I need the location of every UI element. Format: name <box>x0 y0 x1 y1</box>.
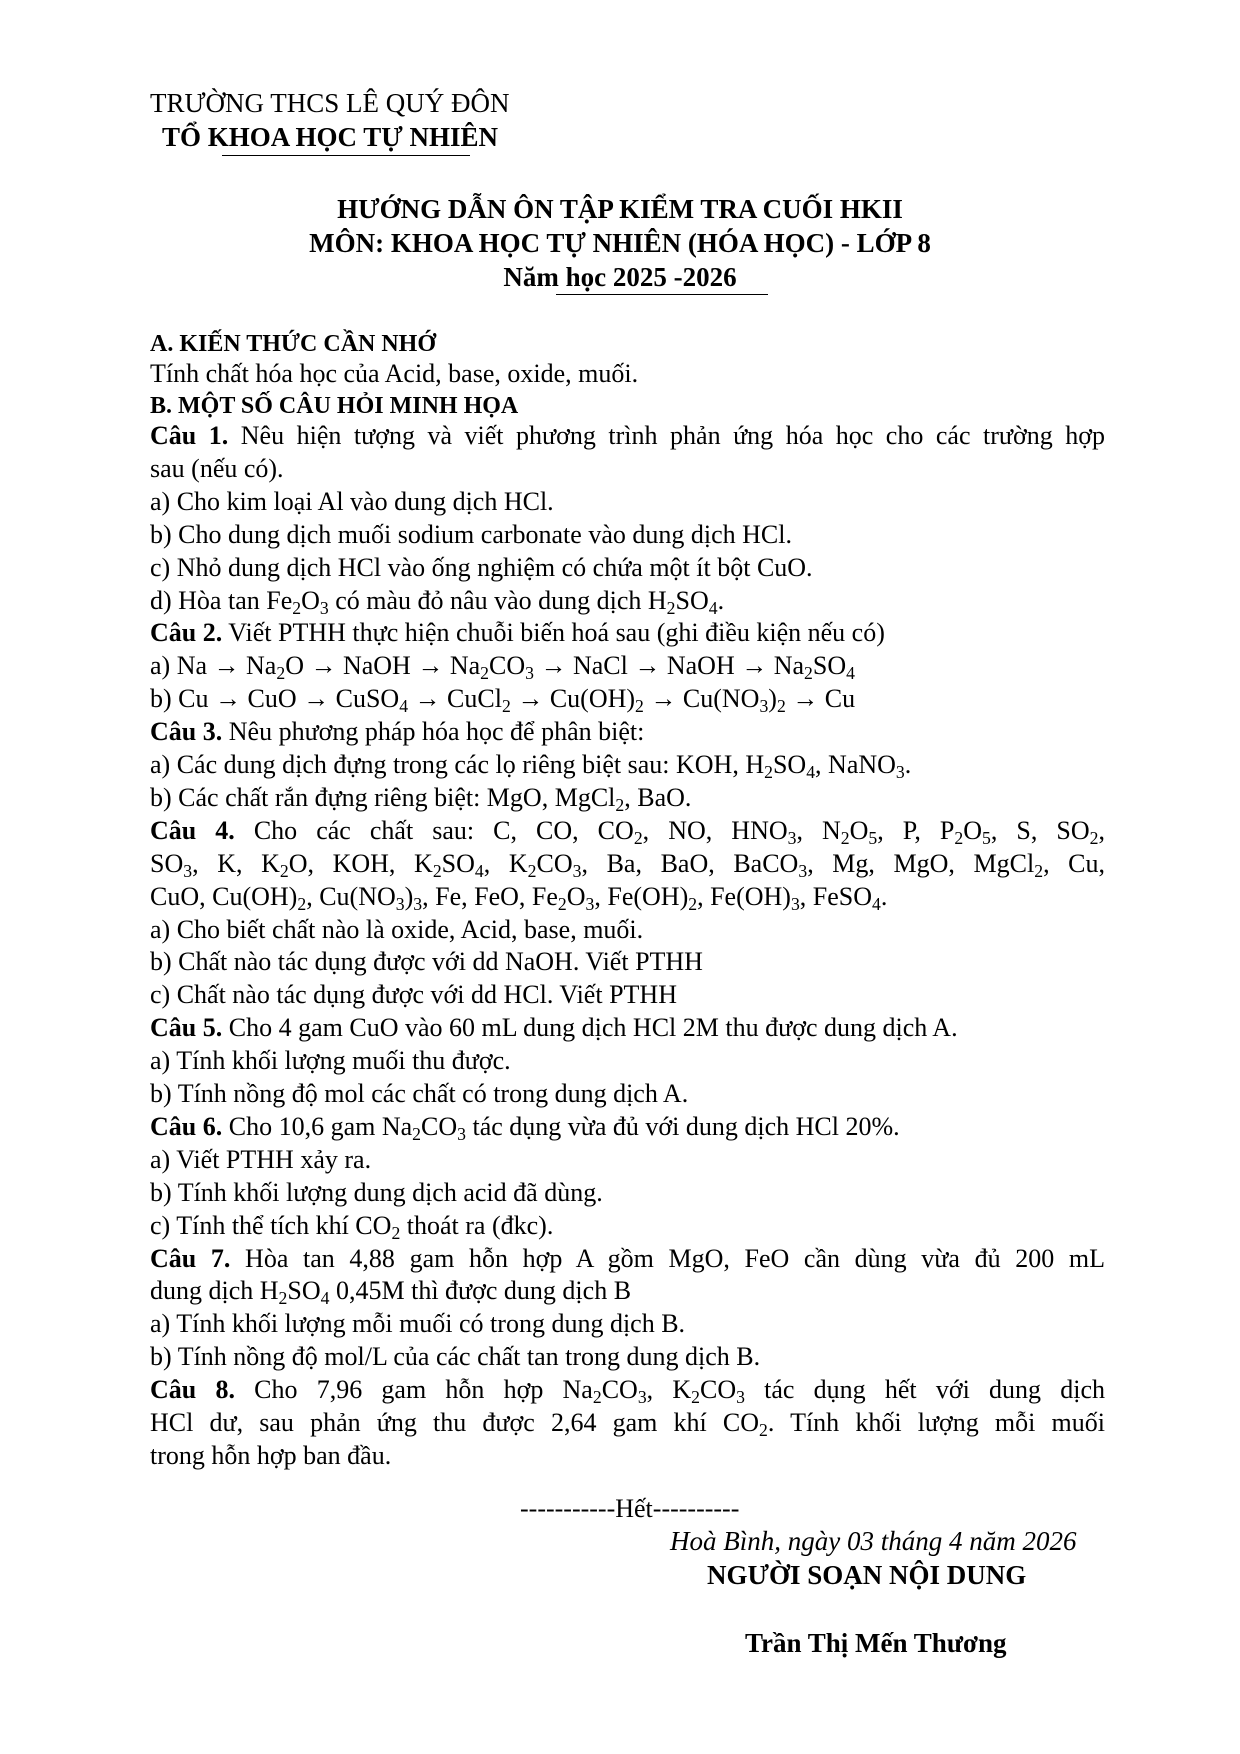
question-text-line <box>150 552 813 584</box>
question-text-line <box>150 486 554 518</box>
question-line <box>150 617 885 649</box>
question-text: b) Cu → CuO → CuSO$_4$ → CuCl$_2$ → $Cu(OH)_2 \to Cu(NO_3)_2 \to Cu$ <box>150 684 856 717</box>
question-text-line <box>150 1275 631 1307</box>
question-text-line <box>150 1144 371 1176</box>
question-text: b) Cho dung dịch muối sodium carbonate vào dung dịch HCl. <box>150 520 792 549</box>
question-text: Cho 10,6 gam $Na_2CO_3$ tác dụng vừa đủ với dung dịch HCl 20%. <box>222 1112 900 1145</box>
question-text: c) Nhỏ dung dịch HCl vào ống nghiệm có chứa một ít bột CuO. <box>150 553 813 582</box>
school-year-underline <box>556 294 768 295</box>
question-text-line <box>150 881 887 913</box>
question-line <box>150 1111 900 1143</box>
question-text: b) Các chất rắn đựng riêng biệt: MgO, MgCl$_2$, BaO. <box>150 783 692 816</box>
question-text-line <box>150 749 911 781</box>
question-text-line <box>150 1407 1105 1439</box>
end-marker: -----------Hết---------- <box>520 1494 740 1523</box>
question-text-line <box>150 1078 688 1110</box>
school-name: TRƯỜNG THCS LÊ QUÝ ĐÔN <box>150 88 510 118</box>
question-text: $SO_3$, K, $K_2O$, KOH, $K_2SO_4$, $K_2CO_3$, Ba, BaO, BaCO$_3$, Mg, MgO, MgCl$_2$, Cu, <box>150 849 1106 882</box>
department-underline <box>222 155 470 156</box>
question-text: a) Tính khối lượng muối thu được. <box>150 1046 511 1075</box>
question-text-line <box>150 1341 760 1373</box>
question-text: HCl dư, sau phản ứng thu được 2,64 gam khí $CO_2$. Tính khối lượng mỗi muối <box>150 1408 1105 1441</box>
section-b-heading: B. MỘT SỐ CÂU HỎI MINH HỌA <box>150 393 519 419</box>
question-text: sau (nếu có). <box>150 454 284 483</box>
question-text: CuO, $Cu(OH)_2$, $Cu(NO_3)_3$, Fe, FeO, $Fe_2O_3$, $Fe(OH)_2$, $Fe(OH)_3$, FeSO$_4$. <box>150 882 888 915</box>
question-text: Nêu hiện tượng và viết phương trình phản ứng hóa học cho các trường hợp <box>228 421 1105 450</box>
author-name: Trần Thị Mến Thương <box>745 1628 1007 1658</box>
question-number: Câu 8. <box>150 1375 235 1404</box>
question-line <box>150 716 644 748</box>
question-text-line <box>150 979 677 1011</box>
question-line <box>150 1243 1105 1275</box>
question-text-line <box>150 1210 553 1242</box>
section-a-content: Tính chất hóa học của Acid, base, oxide, muối. <box>150 359 639 388</box>
section-a-heading: A. KIẾN THỨC CẦN NHỚ <box>150 331 437 357</box>
school-year: Năm học 2025 -2026 <box>503 262 737 292</box>
question-text-line <box>150 1308 685 1340</box>
question-text-line <box>150 1177 603 1209</box>
question-text: a) Cho biết chất nào là oxide, Acid, base, muối. <box>150 915 644 944</box>
question-number: Câu 6. <box>150 1112 223 1141</box>
question-text: b) Tính nồng độ mol các chất có trong dung dịch A. <box>150 1079 689 1108</box>
question-text: Hòa tan 4,88 gam hỗn hợp A gồm MgO, FeO cần dùng vừa đủ 200 mL <box>230 1244 1105 1273</box>
question-text: c) Chất nào tác dụng được với dd HCl. Viết PTHH <box>150 980 677 1009</box>
question-line <box>150 420 1105 452</box>
question-number: Câu 2. <box>150 618 223 647</box>
subject-line: MÔN: KHOA HỌC TỰ NHIÊN (HÓA HỌC) - LỚP 8 <box>309 228 931 258</box>
question-number: Câu 3. <box>150 717 223 746</box>
question-number: Câu 5. <box>150 1013 223 1042</box>
question-text-line <box>150 1440 391 1472</box>
question-text-line <box>150 848 1105 880</box>
question-number: Câu 1. <box>150 421 229 450</box>
question-text: b) Chất nào tác dụng được với dd NaOH. Viết PTHH <box>150 947 703 976</box>
question-text-line <box>150 453 284 485</box>
department-name: TỔ KHOA HỌC TỰ NHIÊN <box>162 122 499 152</box>
question-text: a) Các dung dịch đựng trong các lọ riêng biệt sau: KOH, $H_2SO_4$, NaNO$_3$. <box>150 750 912 783</box>
question-line <box>150 1012 958 1044</box>
question-number: Câu 4. <box>150 816 235 845</box>
question-text: a) $Na \to Na_2O$ → NaOH → $Na_2CO_3$ → NaCl → NaOH → $Na_2SO_4$ <box>150 651 855 684</box>
question-text: Cho 4 gam CuO vào 60 mL dung dịch HCl 2M thu được dung dịch A. <box>222 1013 958 1042</box>
author-role: NGƯỜI SOẠN NỘI DUNG <box>707 1560 1027 1590</box>
question-text-line <box>150 519 792 551</box>
question-text: b) Tính nồng độ mol/L của các chất tan trong dung dịch B. <box>150 1342 761 1371</box>
question-text: Cho 7,96 gam hỗn hợp $Na_2CO_3$, $K_2CO_3$ tác dụng hết với dung dịch <box>234 1375 1105 1408</box>
question-text: Viết PTHH thực hiện chuỗi biến hoá sau (ghi điều kiện nếu có) <box>222 618 885 647</box>
question-text-line <box>150 650 855 682</box>
question-number: Câu 7. <box>150 1244 231 1273</box>
doc-title: HƯỚNG DẪN ÔN TẬP KIỂM TRA CUỐI HKII <box>337 194 903 224</box>
signature-date: Hoà Bình, ngày 03 tháng 4 năm 2026 <box>670 1526 1077 1556</box>
question-text: Cho các chất sau: C, CO, $CO_2$, NO, $HNO_3$, $N_2O_5$, P, $P_2O_5$, S, $SO_2$, <box>234 816 1105 849</box>
question-line <box>150 815 1105 847</box>
question-text: b) Tính khối lượng dung dịch acid đã dùng. <box>150 1178 603 1207</box>
question-text-line <box>150 1045 511 1077</box>
question-text: Nêu phương pháp hóa học để phân biệt: <box>222 717 645 746</box>
question-text: a) Viết PTHH xảy ra. <box>150 1145 372 1174</box>
question-line <box>150 1374 1105 1406</box>
question-text-line <box>150 782 691 814</box>
question-text: a) Tính khối lượng mỗi muối có trong dung dịch B. <box>150 1309 686 1338</box>
question-text: d) Hòa $\tan Fe_2O_3$ có màu đỏ nâu vào dung dịch $H_2SO_4$. <box>150 586 725 619</box>
question-text: a) Cho kim loại Al vào dung dịch HCl. <box>150 487 554 516</box>
question-text-line <box>150 683 855 715</box>
question-text-line <box>150 946 703 978</box>
question-text: trong hỗn hợp ban đầu. <box>150 1441 392 1470</box>
question-text-line <box>150 585 724 617</box>
question-text: c) Tính thể tích khí $CO_2$ thoát ra (đkc). <box>150 1211 554 1244</box>
question-text-line <box>150 914 643 946</box>
question-text: dung dịch $H_2SO_4$ 0,45M thì được dung dịch B <box>150 1276 632 1309</box>
